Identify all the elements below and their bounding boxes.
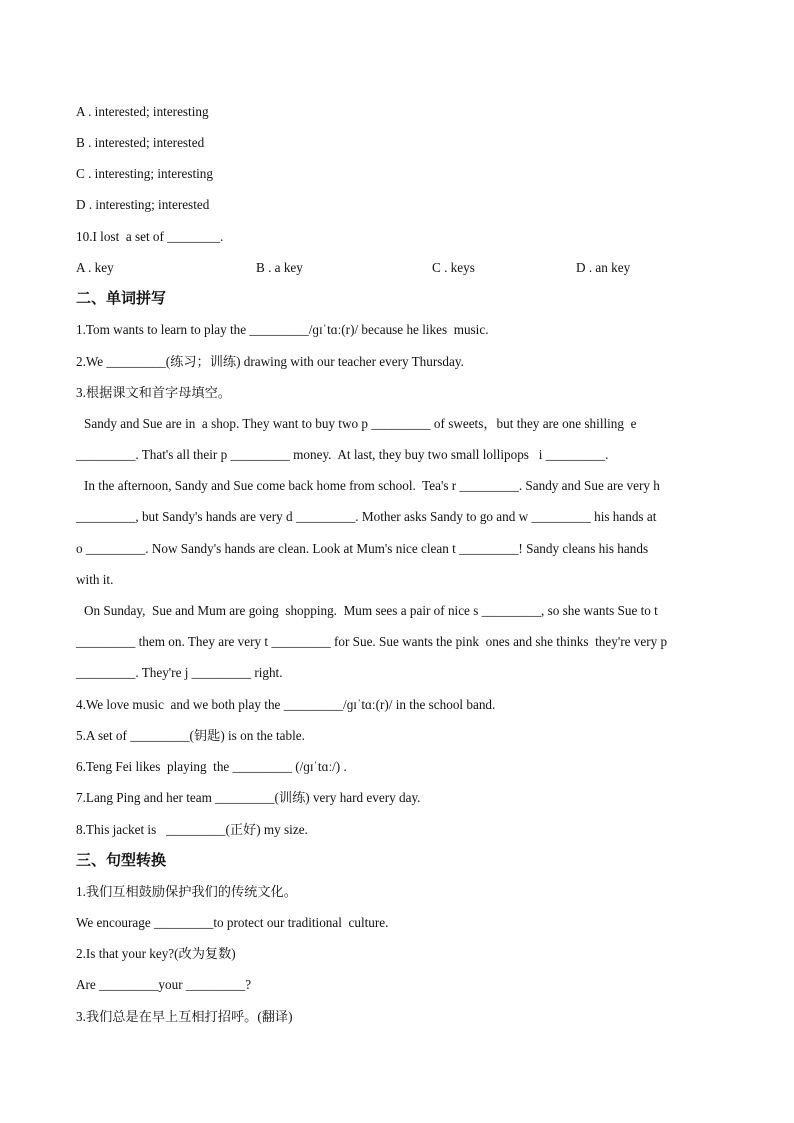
passage-line: _________. That's all their p _________ money. At last, they buy two small lollipops i _________. <box>76 447 609 462</box>
s3-question-1-answer: We encourage _________to protect our traditional culture. <box>76 915 389 930</box>
q10-option-a: A . key <box>76 260 114 275</box>
q10-stem: 10.I lost a set of ________. <box>76 229 224 244</box>
passage-line: with it. <box>76 572 114 587</box>
passage-line: _________. They're j _________ right. <box>76 665 283 680</box>
passage-line: _________ them on. They are very t _________ for Sue. Sue wants the pink ones and she thinks they're very p <box>76 634 668 649</box>
passage-line: Sandy and Sue are in a shop. They want to buy two p _________ of sweets，but they are one shilling e <box>84 416 637 431</box>
passage-line: _________, but Sandy's hands are very d _________. Mother asks Sandy to go and w _________ his hands at <box>76 509 657 524</box>
q10-option-d: D . an key <box>576 260 631 275</box>
s3-question-1: 1.我们互相鼓励保护我们的传统文化。 <box>76 884 297 899</box>
passage-line: On Sunday, Sue and Mum are going shopping. Mum sees a pair of nice s _________, so she wants Sue to t <box>84 603 658 618</box>
q9-option-b: B . interested; interested <box>76 135 205 150</box>
q10-option-c: C . keys <box>432 260 475 275</box>
passage-line: o _________. Now Sandy's hands are clean. Look at Mum's nice clean t _________! Sandy cleans his hands <box>76 541 649 556</box>
q10-option-b: B . a key <box>256 260 303 275</box>
s2-question-8: 8.This jacket is _________(正好) my size. <box>76 822 308 837</box>
s2-question-7: 7.Lang Ping and her team _________(训练) very hard every day. <box>76 790 421 805</box>
s2-question-1: 1.Tom wants to learn to play the _________/ɡɪˈtɑː(r)/ because he likes music. <box>76 322 489 337</box>
s2-question-4: 4.We love music and we both play the _________/ɡɪˈtɑː(r)/ in the school band. <box>76 697 496 712</box>
q9-option-c: C . interesting; interesting <box>76 166 213 181</box>
s3-question-3: 3.我们总是在早上互相打招呼。(翻译) <box>76 1009 293 1024</box>
s3-question-2-answer: Are _________your _________? <box>76 977 252 992</box>
s2-question-3-title: 3.根据课文和首字母填空。 <box>76 385 231 400</box>
q9-option-a: A . interested; interesting <box>76 104 209 119</box>
s2-question-6: 6.Teng Fei likes playing the _________ (/ɡɪˈtɑː/) . <box>76 759 347 774</box>
section3-heading: 三、句型转换 <box>76 851 167 869</box>
s2-question-5: 5.A set of _________(钥匙) is on the table. <box>76 728 305 743</box>
passage-line: In the afternoon, Sandy and Sue come back home from school. Tea's r _________. Sandy and Sue are very h <box>84 478 660 493</box>
s3-question-2: 2.Is that your key?(改为复数) <box>76 946 236 961</box>
section2-heading: 二、单词拼写 <box>76 289 167 307</box>
q9-option-d: D . interesting; interested <box>76 197 210 212</box>
s2-question-2: 2.We _________(练习；训练) drawing with our teacher every Thursday. <box>76 354 464 369</box>
